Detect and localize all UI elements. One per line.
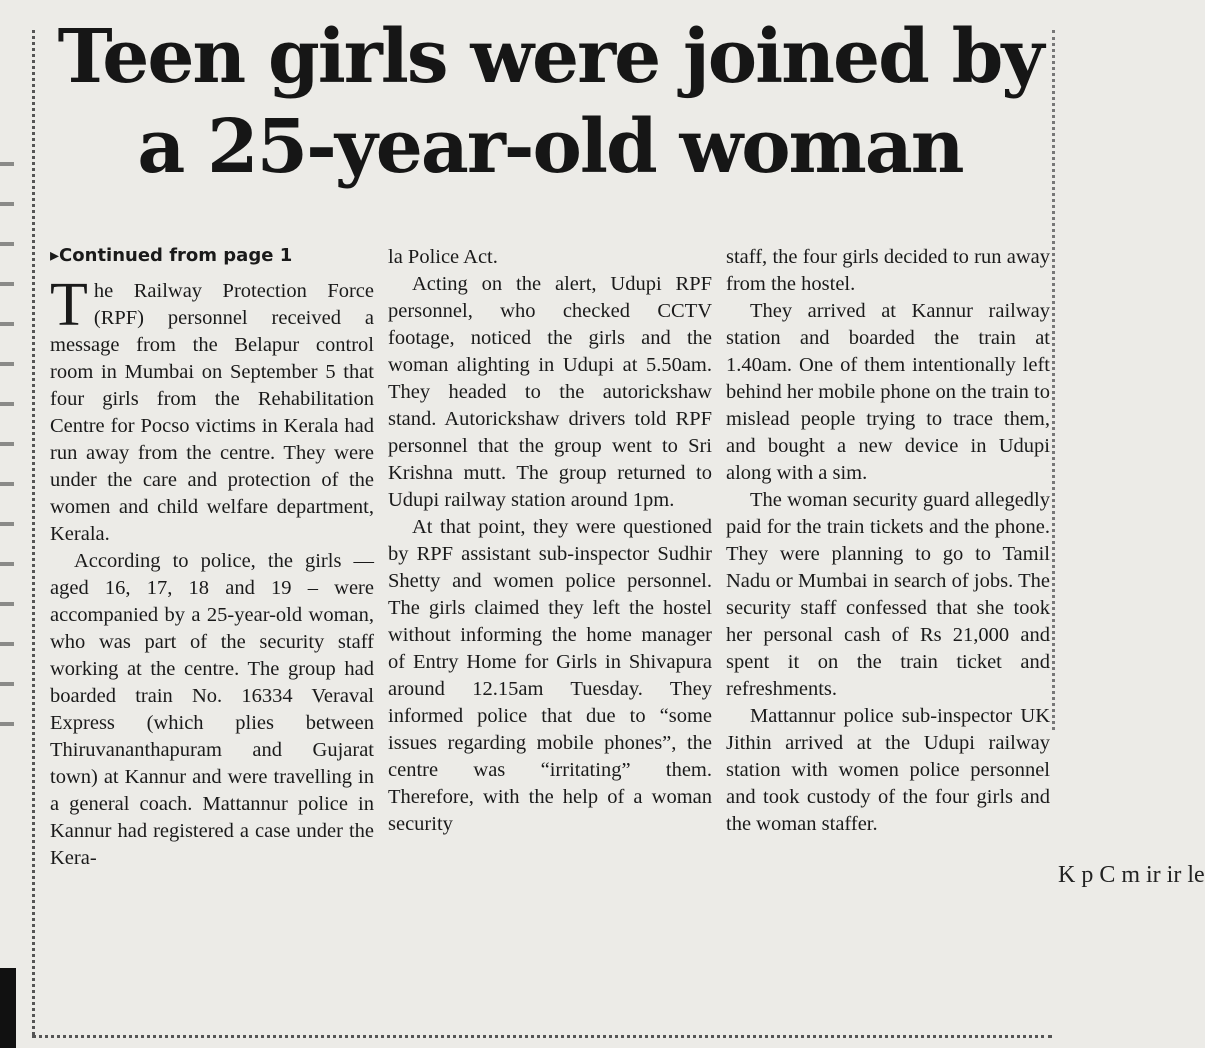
paragraph: la Police Act.: [388, 246, 498, 268]
right-dotted-border: [1052, 30, 1055, 730]
continued-text: Continued from page 1: [59, 245, 293, 266]
adjacent-article-edge: [0, 140, 14, 760]
arrow-right-icon: ▸: [50, 245, 60, 266]
left-dotted-border: [32, 30, 35, 1035]
paragraph-text: he Railway Protection Force (RPF) personnel received a message from the Belapur control room in Mumbai on September 5 that four girls from the Rehabilitation Centre for Pocso victims in Kerala had run away from the centre. They were under the care and protection of the women and child welfare department, Kerala.: [50, 280, 374, 545]
drop-cap: T: [50, 271, 88, 339]
paragraph: According to police, the girls — aged 16, 17, 18 and 19 – were accompanied by a 25-year-old woman, who was part of the security staff working at the centre. The group had boarded train No. 16334 Veraval Express (which plies between Thiruvananthapuram and Gujarat town) at Kannur and were travelling in a general coach. Mattannur police in Kannur had registered a case under the Kera-: [50, 550, 374, 869]
column-1: [50, 244, 374, 1024]
adjacent-article-box: [0, 968, 16, 1048]
column-2: [388, 244, 712, 1024]
paragraph: At that point, they were questioned by RPF assistant sub-inspector Sudhir Shetty and women police personnel. The girls claimed they left the hostel without informing the home manager of Entry Home for Girls in Shivapura around 12.15am Tuesday. They informed police that due to “some issues regarding mobile phones”, the centre was “irritating” them. Therefore, with the help of a woman security: [388, 516, 712, 835]
bottom-dotted-border: [32, 1035, 1052, 1038]
paragraph: staff, the four girls decided to run away from the hostel.: [726, 246, 1050, 295]
adjacent-article-fragment: K p C m ir ir le: [1058, 862, 1205, 888]
article-body: [50, 244, 1050, 1024]
continued-label: [50, 244, 374, 268]
headline: Teen girls were joined by a 25-year-old woman: [57, 14, 1043, 190]
paragraph: The woman security guard allegedly paid for the train tickets and the phone. They were planning to go to Tamil Nadu or Mumbai in search of jobs. The security staff confessed that she took her personal cash of Rs 21,000 and spent it on the train ticket and refreshments.: [726, 489, 1050, 700]
paragraph: Acting on the alert, Udupi RPF personnel, who checked CCTV footage, noticed the girls and the woman alighting in Udupi at 5.50am. They headed to the autorickshaw stand. Autorickshaw drivers told RPF personnel that the group went to Sri Krishna mutt. The group returned to Udupi railway station around 1pm.: [388, 273, 712, 511]
paragraph: [50, 271, 374, 548]
paragraph: They arrived at Kannur railway station and boarded the train at 1.40am. One of them intentionally left behind her mobile phone on the train to mislead people trying to trace them, and bought a new device in Udupi along with a sim.: [726, 300, 1050, 484]
column-3: [726, 244, 1050, 1024]
paragraph: Mattannur police sub-inspector UK Jithin arrived at the Udupi railway station with women police personnel and took custody of the four girls and the woman staffer.: [726, 705, 1050, 835]
